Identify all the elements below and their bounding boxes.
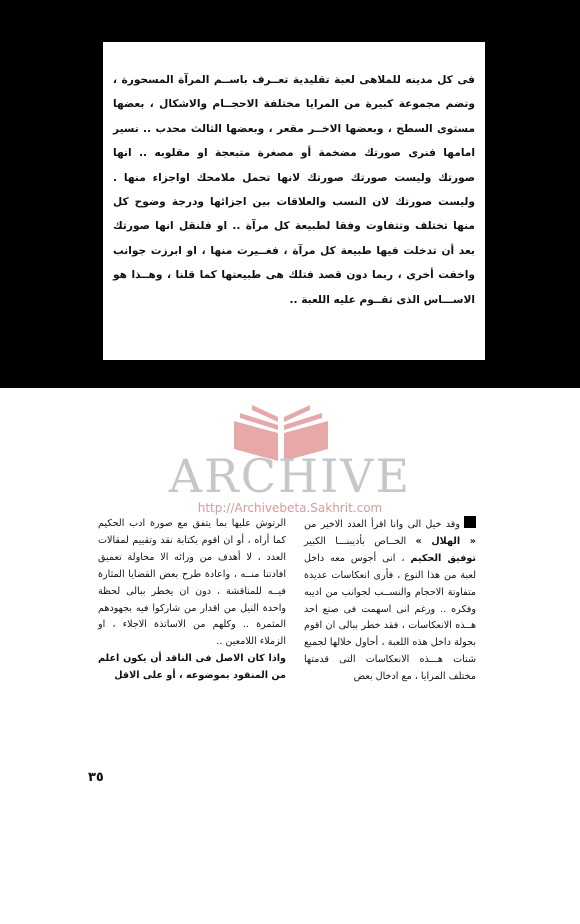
left-paragraph-2: واذا كان الاصل فى الناقد أن يكون اعلم من المنقود بموضوعه ، أو على الاقل bbox=[98, 653, 286, 682]
page-number: ٣٥ bbox=[88, 770, 104, 785]
watermark-title: ARCHIVE bbox=[168, 449, 412, 503]
intro-text: وقد خيل الى وانا اقرأ العدد الاخير من bbox=[304, 519, 460, 530]
article-column-right bbox=[304, 516, 476, 686]
excerpt-paragraph: فى كل مدينه للملاهى لعبة تقليدية تعــرف باســم المرآة المسحورة ، وتضم مجموعة كبيرة من المرايا مختلفة الاحجــام والاشكال ، بعضها مستوى السطح ، وبعضها الاخــر مقعر ، وبعضها الثالث محدب .. نسير امامها فنرى صورتك مضخمة أو مصغرة متبعجة او مقلوبه .. انها صورتك وليست صورتك صورتك لانها تحمل ملامحك اواجزاء منها . وليست صورتك لان النسب والعلاقات بين اجزائها ودرجة وضوح كل منها تختلف وتتفاوت وفقا لطبيعة كل مرآة .. او فلنقل انها صورتك بعد أن تدخلت فيها طبيعة كل مرآة ، فغــيرت منها ، او ابرزت جوانب واخفت أخرى ، ربما دون قصد فتلك هى طبيعتها كما قلنا ، وهــذا هو الاســـاس الذى تقــوم عليه اللعبة .. bbox=[113, 74, 475, 306]
watermark-url: http://Archivebeta.Sakhrit.com bbox=[197, 501, 383, 515]
scanned-excerpt-panel bbox=[103, 42, 485, 360]
article-column-left bbox=[98, 516, 286, 685]
left-paragraph-1: الرتوش عليها بما يتفق مع صورة ادب الحكيم كما أراه ، أو ان اقوم بكتابة نقد وتقييم لمقالات العدد ، لا أهدف من ورائه الا محاولة تعميق افادتنا منــه ، واعادة طرح بعض القضايا المثارة فيــه للمناقشة ، دون ان يخطر ببالى لحظة واحدة النيل من اقدار من شاركوا فيه بجهودهم المثمرة .. وكلهم من الاساتذة الاجلاء ، او الزملاء اللامعين .. bbox=[98, 518, 286, 648]
author-name: توفيق الحكيم bbox=[410, 552, 476, 564]
article-start-square-icon bbox=[464, 516, 476, 528]
intro-text-2: الخــاص بأديبنـــا الكبير bbox=[304, 535, 416, 547]
magazine-name: « الهلال » bbox=[415, 535, 476, 547]
intro-text-3: ، انى أجوس معه داخل لعبة من هذا النوع ، فأرى انعكاسات عديدة متفاوتة الاحجام والنســب لجوانب من اديبه وفكره .. ورغم انى اسهمت فى صنع احد هــذه الانعكاسات ، فقد خطر ببالى ان اقوم بجولة داخل هذه اللعبة ، أحاول خلالها لجميع شتات هـــذه الانعكاسات التى قدمتها مختلف المرايا ، مع ادخال بعض bbox=[304, 552, 476, 683]
archive-watermark bbox=[0, 395, 580, 525]
